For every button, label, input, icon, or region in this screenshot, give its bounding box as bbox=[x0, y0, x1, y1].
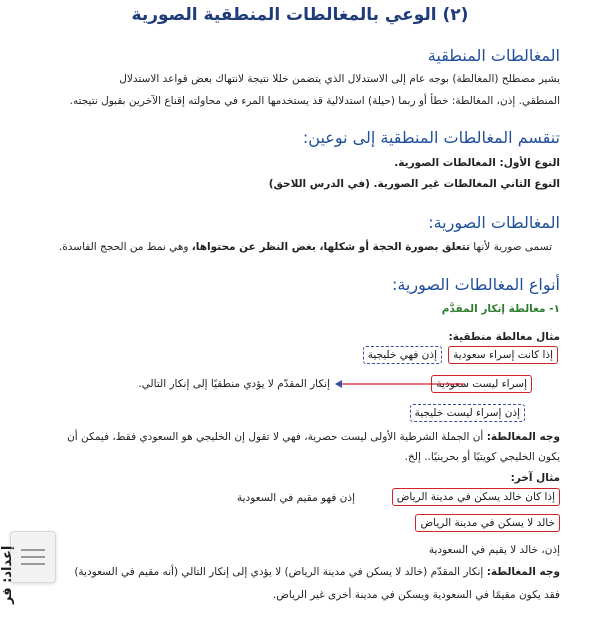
arrow-left-icon bbox=[335, 378, 467, 390]
fault-line-cont: يكون الخليجي كويتيًا أو بحرينيًا.. إلخ. bbox=[404, 451, 560, 463]
conclusion-text: إذن، خالد لا يقيم في السعودية bbox=[428, 544, 560, 556]
type-two-line: النوع الثاني المغالطات غير الصورية. (في الدرس اللاحق) bbox=[268, 178, 560, 190]
definition-tail: وهي نمط من الحجج الفاسدة. bbox=[58, 241, 189, 253]
example-two-title: مثال آخر: bbox=[510, 472, 560, 484]
formal-definition bbox=[59, 241, 552, 253]
denial-box-red: إسراء ليست سعودية bbox=[431, 375, 532, 393]
denial-box-red-2: خالد لا يسكن في مدينة الرياض bbox=[415, 514, 560, 532]
section-heading-types: أنواع المغالطات الصورية: bbox=[391, 275, 560, 294]
side-credit-text: إعداد: فر bbox=[0, 545, 15, 604]
fault-text-2: إنكار المقدّم (خالد لا يسكن في مدينة الرياض) لا يؤدي إلى إنكار التالي (أنه مقيم في السعودية) bbox=[74, 566, 484, 578]
page-title: (٢) الوعي بالمغالطات المنطقية الصورية bbox=[131, 5, 469, 25]
example-title: مثال مغالطة منطقية: bbox=[448, 331, 560, 343]
sub-heading-denying-antecedent: ١- مغالطة إنكار المقدَّم bbox=[441, 303, 560, 315]
section-heading-division: تنقسم المغالطات المنطقية إلى نوعين: bbox=[302, 128, 560, 147]
definition-lead: تسمى صورية لأنها bbox=[473, 241, 552, 253]
paragraph-line: يشير مصطلح (المغالطة) بوجه عام إلى الاستدلال الذي يتضمن خللا نتيجة لانتهاك بعض قواعد الاستدلال bbox=[119, 73, 560, 85]
premise-box-red: إذا كانت إسراء سعودية bbox=[448, 346, 558, 364]
conclusion-box-blue: إذن إسراء ليست خليجية bbox=[410, 404, 525, 422]
fault-label-2: وجه المغالطة: bbox=[486, 566, 560, 578]
fault-label: وجه المغالطة: bbox=[486, 431, 560, 443]
consequent-text: إذن فهو مقيم في السعودية bbox=[236, 492, 355, 504]
section-heading-fallacies: المغالطات المنطقية bbox=[427, 46, 560, 65]
consequent-box-blue: إذن فهي خليجية bbox=[363, 346, 442, 364]
hamburger-menu-icon bbox=[21, 547, 45, 567]
definition-bold: تتعلق بصورة الحجة أو شكلها، بغض النظر عن محتواها، bbox=[191, 241, 470, 253]
section-heading-formal: المغالطات الصورية: bbox=[428, 213, 560, 232]
menu-button[interactable] bbox=[10, 531, 56, 583]
arrow-note: إنكار المقدّم لا يؤدي منطقيًا إلى إنكار التالي. bbox=[138, 378, 330, 390]
fault-text: أن الجملة الشرطية الأولى ليست حصرية، فهي لا تقول إن الخليجي هو السعودي فقط، فيمكن أن bbox=[67, 431, 484, 443]
type-one-line: النوع الأول: المغالطات الصورية. bbox=[394, 157, 560, 169]
fault-line bbox=[67, 431, 560, 443]
fault-line-2 bbox=[74, 566, 560, 578]
premise-box-red-2: إذا كان خالد يسكن في مدينة الرياض bbox=[392, 488, 560, 506]
fault-line-2-cont: فقد يكون مقيمًا في السعودية ويسكن في مدينة أخرى غير الرياض. bbox=[272, 589, 560, 601]
paragraph-line: المنطقي. إذن، المغالطة: خطأ أو ربما (حيلة) استدلالية قد يستخدمها المرء في محاولته إقناع الآخرين بقبول نتيجته. bbox=[69, 95, 560, 107]
